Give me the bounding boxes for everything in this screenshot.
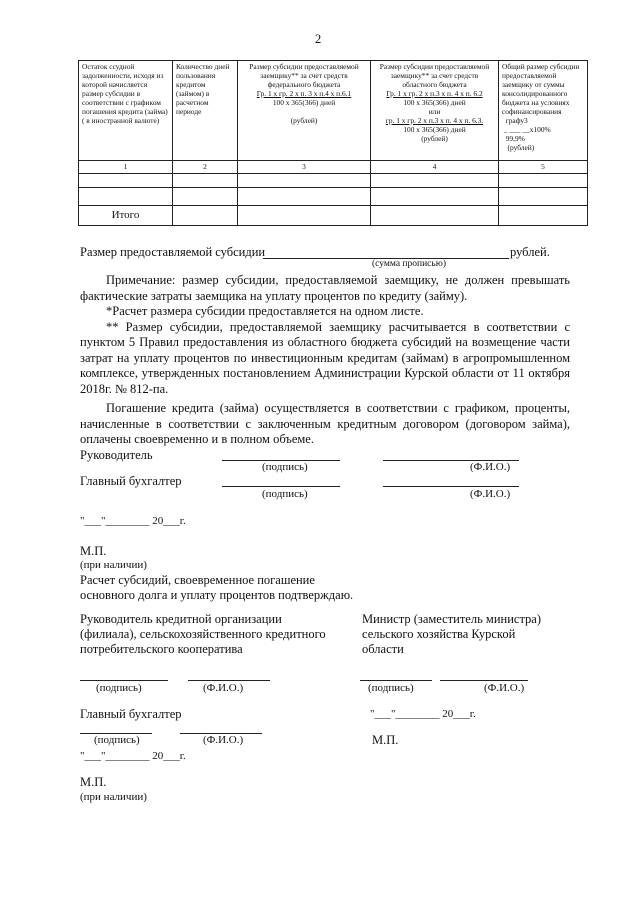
formula: Гр. 1 х гр. 2 х п.3 х п. 4 х п. 6.2 bbox=[386, 89, 483, 98]
page-number: 2 bbox=[315, 32, 322, 46]
signature-line[interactable] bbox=[80, 680, 168, 681]
col-number: 2 bbox=[173, 161, 238, 174]
sign-hint: (подпись) bbox=[262, 461, 308, 473]
confirm-text: Расчет субсидий, своевременное погашение bbox=[80, 573, 315, 587]
fio-line[interactable] bbox=[440, 680, 528, 681]
header-text: Общий размер субсидии предоставляемой заемщику от суммы консолидированного бюджета на условиях софинансирования bbox=[502, 62, 580, 116]
signature-line[interactable] bbox=[222, 486, 340, 487]
date-field[interactable]: "___"________ 20___г. bbox=[80, 515, 186, 527]
subsidy-table bbox=[78, 60, 588, 226]
minister-label: Министр (заместитель министра) bbox=[362, 612, 542, 626]
if-any-note: (при наличии) bbox=[80, 791, 147, 803]
total-row bbox=[79, 206, 588, 226]
minister-label: области bbox=[362, 642, 404, 656]
table-row bbox=[79, 174, 588, 188]
sign-hint: (подпись) bbox=[96, 682, 142, 694]
unit: (рублей) bbox=[421, 134, 448, 143]
note-paragraph: Погашение кредита (займа) осуществляется в соответствии с графиком, проценты, начисленные в соответствии с заключенным кредитным договором (договором займа), оплачены своевременно и в полном объеме. bbox=[80, 401, 570, 446]
header-col-5 bbox=[499, 61, 588, 161]
note-paragraph: *Расчет размера субсидии предоставляется на одном листе. bbox=[106, 304, 424, 318]
or-text: или bbox=[428, 107, 441, 116]
date-field[interactable]: "___"________ 20___г. bbox=[370, 708, 476, 720]
fio-hint: (Ф.И.О.) bbox=[203, 682, 244, 694]
fio-hint: (Ф.И.О.) bbox=[470, 488, 511, 500]
if-any-note: (при наличии) bbox=[80, 559, 147, 571]
bank-head-label: (филиала), сельскохозяйственного кредитного bbox=[80, 627, 326, 641]
stamp-place: М.П. bbox=[372, 733, 399, 747]
formula: Гр. 1 х гр. 2 х п. 3 х п.4 х п.6.1 bbox=[256, 89, 352, 98]
header-col-2: Количество дней пользования кредитом (займом) в расчетном периоде bbox=[173, 61, 238, 161]
header-text: Размер субсидии предоставляемой заемщику** за счет средств федерального бюджета bbox=[249, 62, 359, 89]
confirm-text: основного долга и уплату процентов подтверждаю. bbox=[80, 588, 354, 602]
sign-hint: (подпись) bbox=[94, 734, 140, 746]
unit: (рублей) bbox=[507, 143, 535, 152]
fio-line[interactable] bbox=[383, 486, 519, 487]
stamp-place: М.П. bbox=[80, 544, 107, 558]
minister-label: сельского хозяйства Курской bbox=[362, 627, 516, 641]
fio-hint: (Ф.И.О.) bbox=[484, 682, 525, 694]
sign-hint: (подпись) bbox=[262, 488, 308, 500]
date-field[interactable]: "___"________ 20___г. bbox=[80, 750, 186, 762]
col-number: 5 bbox=[499, 161, 588, 174]
chief-accountant-label: Главный бухгалтер bbox=[80, 474, 182, 488]
chief-accountant-label: Главный бухгалтер bbox=[80, 707, 182, 721]
subsidy-suffix: рублей. bbox=[510, 245, 550, 259]
subsidy-label: Размер предоставляемой субсидии bbox=[80, 245, 266, 259]
fio-line[interactable] bbox=[188, 680, 270, 681]
fio-hint: (Ф.И.О.) bbox=[203, 734, 244, 746]
column-number-row bbox=[79, 161, 588, 174]
bank-head-label: Руководитель кредитной организации bbox=[80, 612, 282, 626]
formula-denominator-alt: 100 х 365(366) дней bbox=[403, 125, 466, 134]
header-col-3 bbox=[238, 61, 371, 161]
total-label: Итого bbox=[79, 206, 173, 226]
unit: (рублей) bbox=[290, 116, 318, 125]
sign-hint: (подпись) bbox=[368, 682, 414, 694]
header-col-1: Остаток ссудной задолженности, исходя из которой начисляется размер субсидии в соответствии с графиком погашения кредита (займа) ( в иностранной валюте) bbox=[79, 61, 173, 161]
col-number: 1 bbox=[79, 161, 173, 174]
bank-head-label: потребительского кооператива bbox=[80, 642, 243, 656]
notes-block bbox=[80, 273, 570, 448]
formula-denominator: 100 х 365(366) дней bbox=[272, 98, 336, 107]
note-paragraph: Примечание: размер субсидии, предоставляемой заемщику, не должен превышать фактические затраты заемщика на уплату процентов по кредиту (займу). bbox=[80, 273, 570, 303]
formula-alt: гр. 1 х гр. 2 х п.3 х п. 4 х п. 6.3. bbox=[385, 116, 484, 125]
header-col-4 bbox=[371, 61, 499, 161]
table-row bbox=[79, 188, 588, 206]
subsidy-hint: (сумма прописью) bbox=[372, 259, 446, 269]
formula: _ ___ __х100% bbox=[503, 125, 551, 134]
header-text: Размер субсидии предоставляемой заемщику** за счет средств областного бюджета bbox=[379, 62, 490, 89]
col-number: 4 bbox=[371, 161, 499, 174]
formula-denominator: 99,9% bbox=[505, 134, 525, 143]
stamp-place: М.П. bbox=[80, 775, 107, 789]
table-header-row bbox=[79, 61, 588, 161]
note-paragraph: ** Размер субсидии, предоставляемой заемщику расчитывается в соответствии с пунктом 5 Правил предоставления из областного бюджета субсидий на возмещение части затрат на уплату процентов по инвестиционным кредитам (займам) в агропромышленном комплексе, утвержденных постановлением Администрации Курской области от 11 октября 2018г. № 812-па. bbox=[80, 319, 570, 396]
formula-label: графу3 bbox=[505, 116, 528, 125]
col-number: 3 bbox=[238, 161, 371, 174]
head-label: Руководитель bbox=[80, 448, 153, 462]
fio-hint: (Ф.И.О.) bbox=[470, 461, 511, 473]
signature-line[interactable] bbox=[360, 680, 432, 681]
formula-denominator: 100 х 365(366) дней bbox=[403, 98, 466, 107]
